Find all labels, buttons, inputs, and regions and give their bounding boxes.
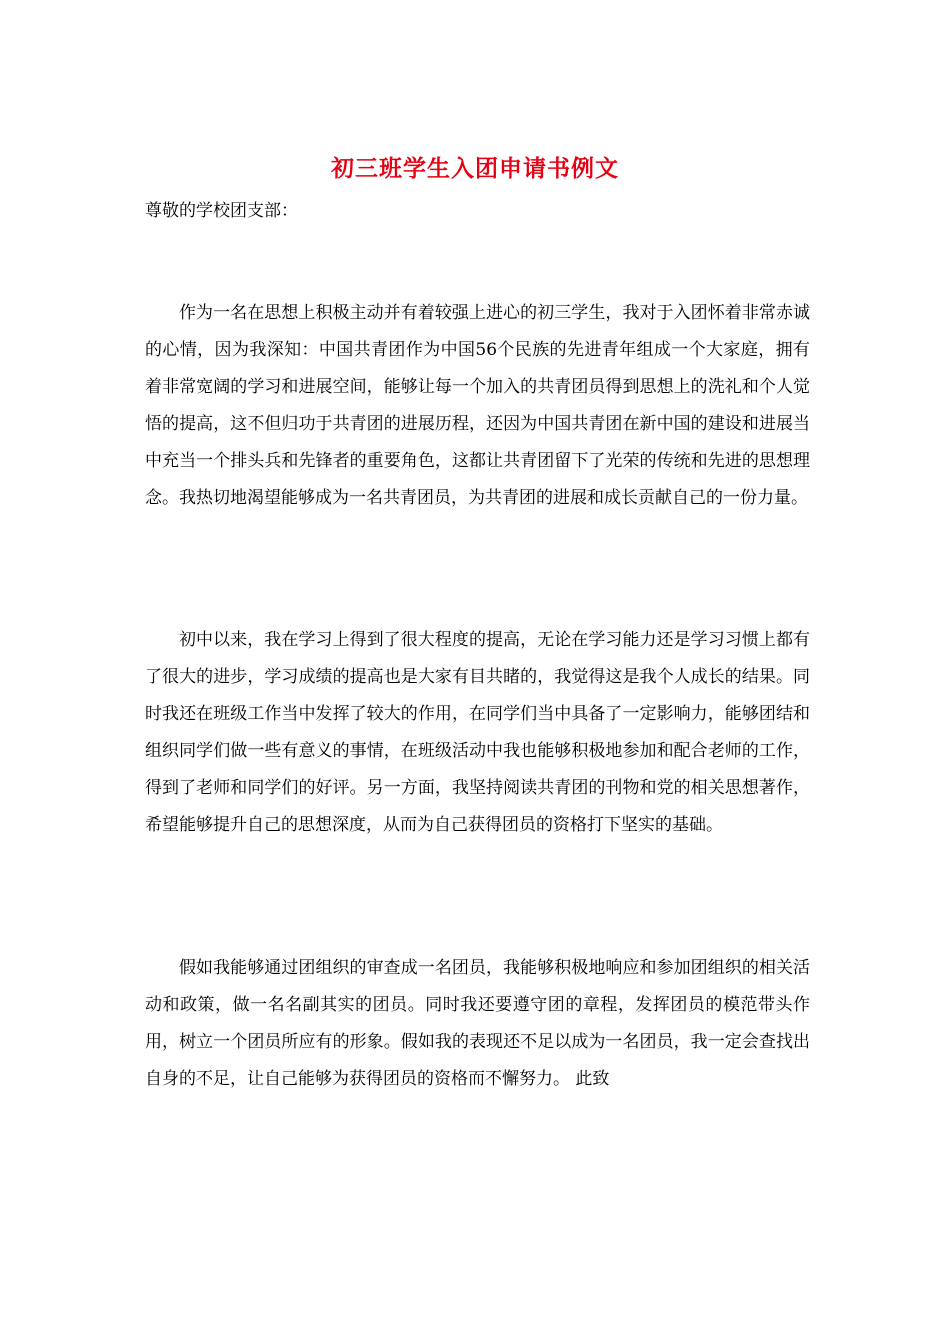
body-paragraph-3: 假如我能够通过团组织的审查成一名团员，我能够积极地响应和参加团组织的相关活动和政策，做一名名副其实的团员。同时我还要遵守团的章程，发挥团员的模范带头作用，树立一个团员所应有的形象。假如我的表现还不足以成为一名团员，我一定会查找出自身的不足，让自己能够为获得团员的资格而不懈努力。 此致 — [145, 958, 810, 1089]
body-paragraph-2: 初中以来，我在学习上得到了很大程度的提高，无论在学习能力还是学习习惯上都有了很大的进步，学习成绩的提高也是大家有目共睹的，我觉得这是我个人成长的结果。同时我还在班级工作当中发挥了较大的作用，在同学们当中具备了一定影响力，能够团结和组织同学们做一些有意义的事情，在班级活动中我也能够积极地参加和配合老师的工作，得到了老师和同学们的好评。另一方面，我坚持阅读共青团的刊物和党的相关思想著作，希望能够提升自己的思想深度，从而为自己获得团员的资格打下坚实的基础。 — [145, 630, 810, 835]
body-paragraph-1: 作为一名在思想上积极主动并有着较强上进心的初三学生，我对于入团怀着非常赤诚的心情，因为我深知：中国共青团作为中国56个民族的先进青年组成一个大家庭，拥有着非常宽阔的学习和进展空间，能够让每一个加入的共青团员得到思想上的洗礼和个人觉悟的提高，这不但归功于共青团的进展历程，还因为中国共青团在新中国的建设和进展当中充当一个排头兵和先锋者的重要角色，这都让共青团留下了光荣的传统和先进的思想理念。我热切地渴望能够成为一名共青团员，为共青团的进展和成长贡献自己的一份力量。 — [145, 303, 810, 508]
salutation: 尊敬的学校团支部： — [145, 201, 298, 221]
document-title: 初三班学生入团申请书例文 — [331, 155, 619, 182]
